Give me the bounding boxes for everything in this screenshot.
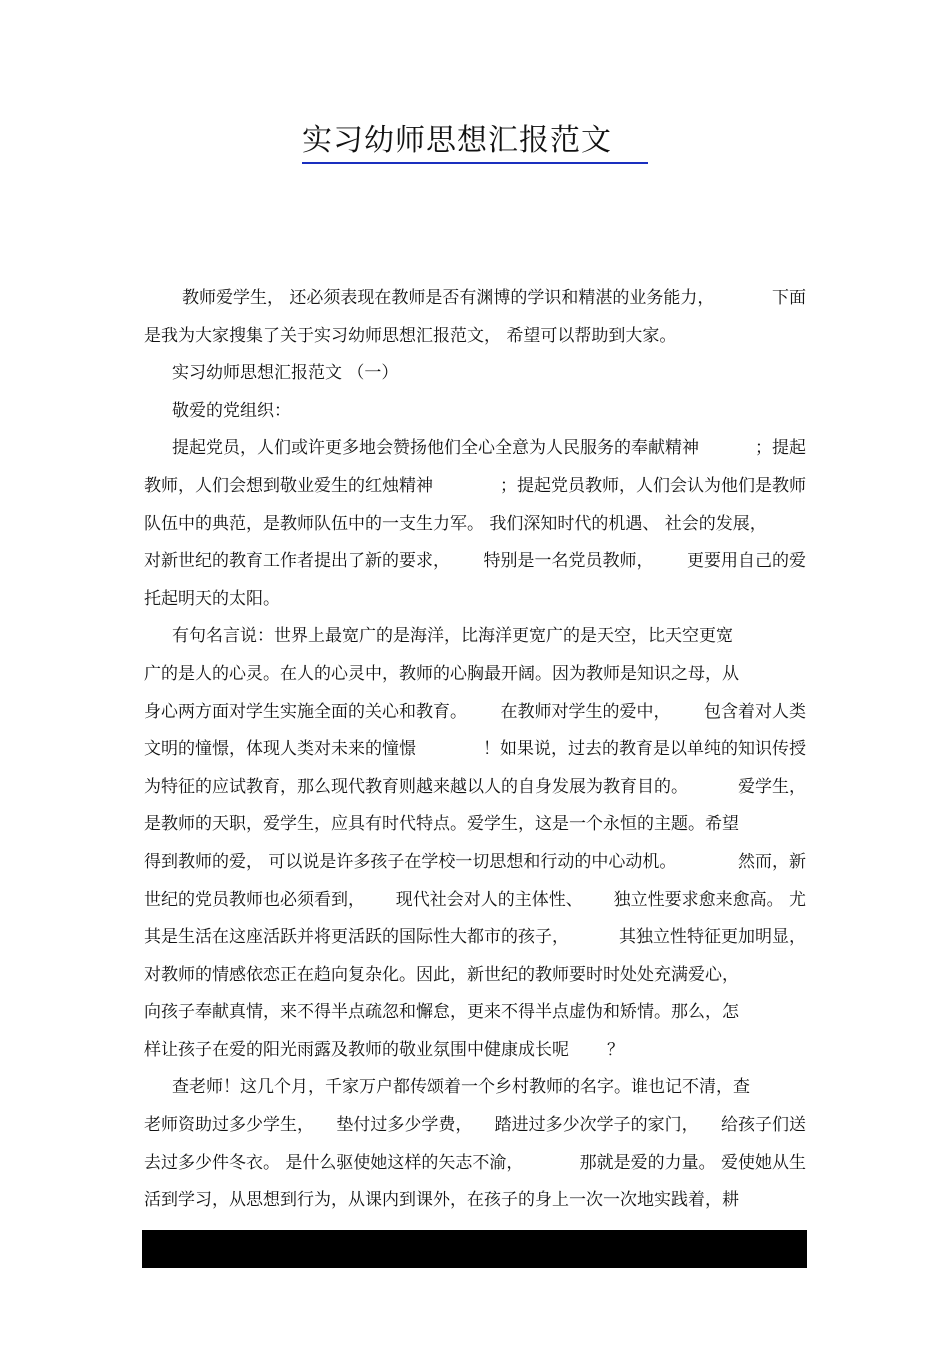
text-segment: 老师资助过多少学生， (144, 1115, 314, 1136)
footer-bar (142, 1230, 807, 1268)
text-segment: 教师，人们会想到敬业爱生的红烛精神 (144, 475, 433, 496)
text-line (144, 806, 806, 844)
text-segment: 然而，新 (738, 851, 806, 872)
text-segment: 对新世纪的教育工作者提出了新的要求， (144, 551, 450, 572)
salutation (144, 393, 806, 431)
text-segment: 那就是爱的力量。 爱使她从生 (579, 1152, 806, 1173)
text-segment: 队伍中的典范，是教师队伍中的一支生力军。 我们深知时代的机遇、 社会的发展， (144, 513, 767, 534)
text-line (144, 656, 806, 694)
text-segment: 样让孩子在爱的阳光雨露及教师的敬业氛围中健康成长呢 (144, 1039, 569, 1060)
text-segment: 教师爱学生， 还必须表现在教师是否有渊博的学识和精湛的业务能力， (182, 288, 715, 308)
text-line (144, 1032, 806, 1070)
text-line (144, 280, 806, 318)
text-segment: 实习幼师思想汇报范文 （一） (172, 363, 399, 384)
text-line (144, 618, 806, 656)
text-segment: 更要用自己的爱 (687, 551, 806, 572)
text-segment: 查老师！这几个月，千家万户都传颂着一个乡村教师的名字。谁也记不清，查 (172, 1077, 750, 1098)
text-segment: 特别是一名党员教师， (483, 551, 654, 572)
text-segment: 其是生活在这座活跃并将更活跃的国际性大都市的孩子， (144, 927, 569, 948)
text-line (144, 731, 806, 769)
text-segment: 文明的憧憬，体现人类对未来的憧憬 (144, 739, 416, 760)
text-line (144, 994, 806, 1032)
text-line (144, 769, 806, 807)
text-segment: ！如果说，过去的教育是以单纯的知识传授 (483, 739, 806, 760)
text-segment: 有句名言说：世界上最宽广的是海洋，比海洋更宽广的是天空，比天空更宽 (172, 626, 733, 647)
text-line (144, 581, 806, 619)
text-segment: 广的是人的心灵。在人的心灵中，教师的心胸最开阔。因为教师是知识之母，从 (144, 663, 739, 684)
document-title: 实习幼师思想汇报范文 (302, 122, 648, 164)
text-segment: 提起党员，人们或许更多地会赞扬他们全心全意为人民服务的奉献精神 (172, 438, 699, 459)
text-segment: ？ (607, 1039, 624, 1060)
text-segment: ；提起党员教师，人们会认为他们是教师 (500, 475, 806, 496)
text-segment: 垫付过多少学费， (336, 1115, 473, 1136)
text-line (144, 318, 806, 356)
text-line (144, 430, 806, 468)
text-segment: 为特征的应试教育，那么现代教育则越来越以人的自身发展为教育目的。 (144, 776, 688, 797)
text-segment: 踏进过多少次学子的家门， (494, 1115, 699, 1136)
text-segment: 世纪的党员教师也必须看到， (144, 889, 365, 910)
text-line (144, 694, 806, 732)
text-segment: 活到学习，从思想到行为，从课内到课外，在孩子的身上一次一次地实践着，耕 (144, 1190, 739, 1211)
text-segment: 是教师的天职，爱学生，应具有时代特点。爱学生，这是一个永恒的主题。希望 (144, 814, 739, 835)
text-line (144, 1145, 806, 1183)
text-line (144, 1182, 806, 1220)
text-segment: 现代社会对人的主体性、 (395, 889, 583, 910)
text-segment: ；提起 (755, 438, 806, 459)
text-segment: 爱学生， (738, 776, 806, 797)
text-line (144, 543, 806, 581)
text-segment: 其独立性特征更加明显， (619, 927, 806, 948)
text-line (144, 1107, 806, 1145)
text-segment: 向孩子奉献真情，来不得半点疏忽和懈怠，更来不得半点虚伪和矫情。那么，怎 (144, 1002, 739, 1023)
text-line (144, 957, 806, 995)
text-line (144, 468, 806, 506)
text-segment: 身心两方面对学生实施全面的关心和教育。 (144, 701, 467, 722)
text-line (144, 506, 806, 544)
text-segment: 下面 (772, 288, 806, 308)
title-container (0, 122, 950, 164)
text-segment: 托起明天的太阳。 (144, 588, 280, 609)
spacer (569, 1032, 589, 1070)
text-line (144, 1069, 806, 1107)
text-segment: 包含着对人类 (704, 701, 806, 722)
document-body (144, 280, 806, 1220)
text-line (144, 882, 806, 920)
text-segment: 对教师的情感依恋正在趋向复杂化。因此，新世纪的教师要时时处处充满爱心， (144, 964, 739, 985)
text-segment: 独立性要求愈来愈高。 尤 (613, 889, 806, 910)
text-line (144, 919, 806, 957)
text-segment: 敬爱的党组织： (172, 400, 291, 421)
text-segment: 是我为大家搜集了关于实习幼师思想汇报范文， 希望可以帮助到大家。 (144, 325, 677, 346)
text-line (144, 844, 806, 882)
section-heading (144, 355, 806, 393)
text-segment: 得到教师的爱， 可以说是许多孩子在学校一切思想和行动的中心动机。 (144, 851, 677, 872)
text-segment: 在教师对学生的爱中， (500, 701, 671, 722)
text-segment: 去过多少件冬衣。 是什么驱使她这样的矢志不渝， (144, 1152, 524, 1173)
text-segment: 给孩子们送 (720, 1115, 806, 1136)
